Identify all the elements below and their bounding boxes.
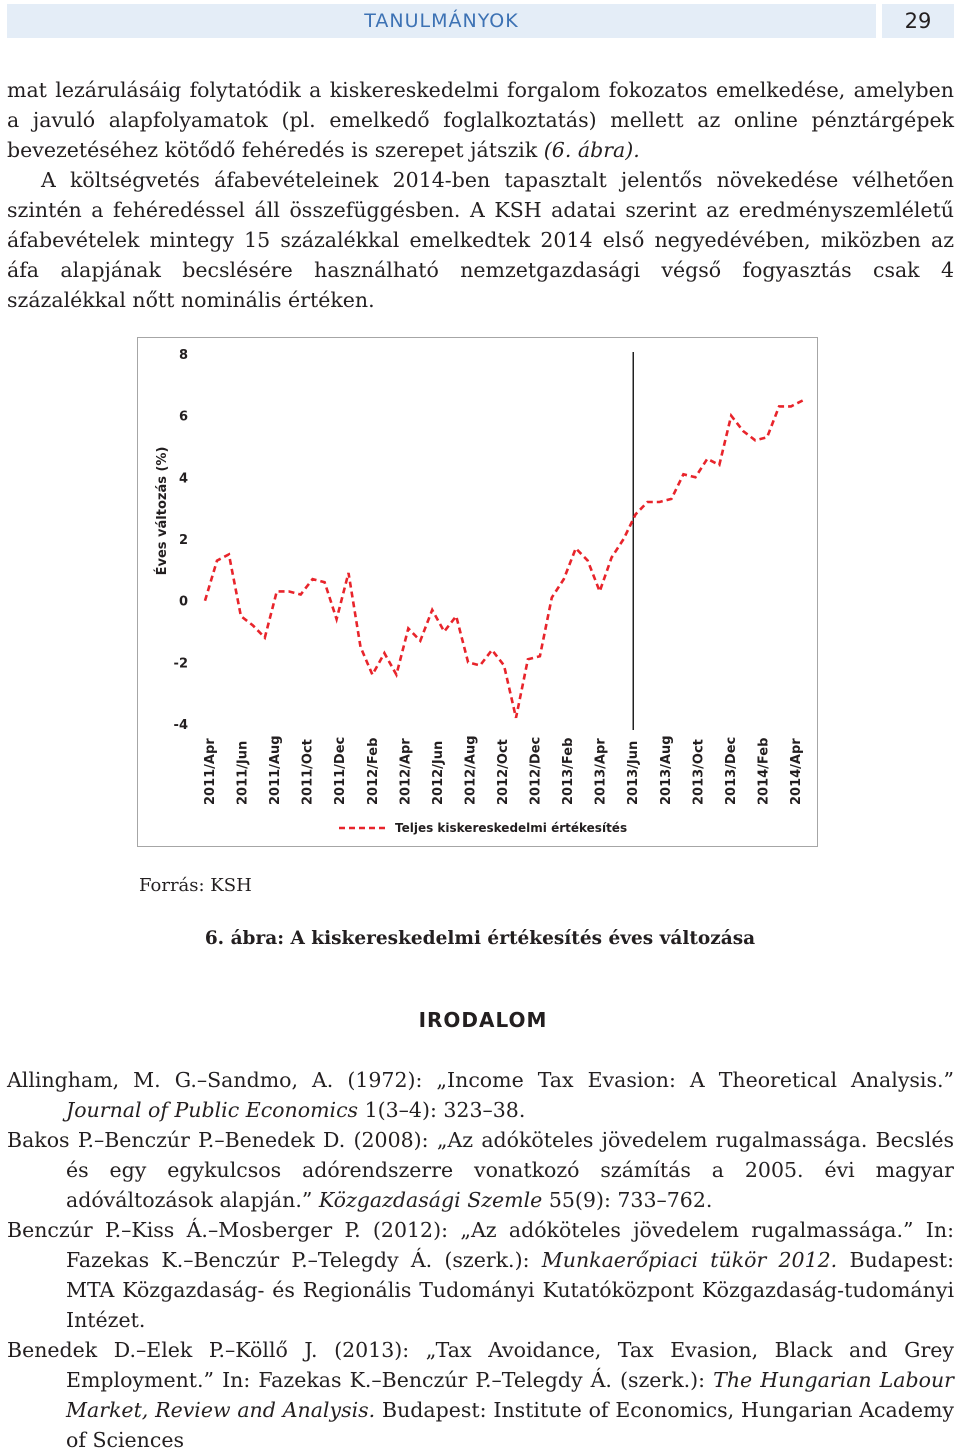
reference-text: Allingham, M. G.–Sandmo, A. (1972): „Income Tax Evasion: A Theoretical Analysis.” [7,1068,954,1092]
reference-text: Benedek D.–Elek P.–Köllő J. (2013): „Tax Avoidance, Tax Evasion, Black and Grey Employment.” In: Fazekas K.–Benczúr P.–Telegdy Á. (szerk.): [7,1338,954,1392]
reference-journal: The Hungarian Labour Market, Review and Analysis. [66,1368,954,1422]
y-axis-ticks [174,348,188,733]
y-tick-label: -2 [173,656,188,672]
x-tick-label: 2011/Aug [268,735,284,805]
x-tick-label: 2012/Dec [528,736,544,805]
x-tick-label: 2013/Dec [723,736,739,805]
reference-journal: Munkaerőpiaci tükör 2012. [541,1248,838,1272]
figure-reference: (6. ábra). [543,138,640,162]
reference-journal: Journal of Public Economics [66,1098,359,1122]
x-tick-label: 2011/Apr [203,738,218,805]
x-tick-label: 2011/Dec [333,736,349,805]
x-tick-label: 2012/Jun [430,740,446,805]
x-tick-label: 2013/Feb [561,737,577,805]
section-label: TANULMÁNYOK [364,10,519,32]
figure-source: Forrás: KSH [139,875,252,896]
y-tick-label: 8 [178,348,188,363]
x-tick-label: 2012/Oct [496,739,511,805]
y-axis-label: Éves változás (%) [155,446,170,576]
x-tick-label: 2012/Aug [463,735,479,805]
x-tick-label: 2012/Apr [398,738,414,805]
paragraph-1-text: mat lezárulásáig folytatódik a kiskereskedelmi forgalom fokozatos emelkedése, amelyben a javuló alapfolyamatok (pl. emelkedő foglalkoztatás) mellett az online pénztárgépek bevezetéséhez kötődő fehéredés is szerepet játszik [7,78,954,162]
reference-item [7,1065,954,1125]
paragraph-1 [7,75,954,165]
reference-list [7,1065,954,1455]
running-header-section [7,4,876,38]
y-tick-label: 4 [178,471,188,487]
reference-item [7,1125,954,1215]
body-text [7,75,954,315]
paragraph-2: A költségvetés áfabevételeinek 2014-ben tapasztalt jelentős növekedése vélhetően szintén a fehéredéssel áll összefüggésben. A KSH adatai szerint az eredményszemléletű áfabevételek mintegy 15 százalékkal emelkedtek 2014 első negyedévében, miközben az áfa alapjának becslésére használható nemzetgazdasági végső fogyasztás csak 4 százalékkal nőtt nominális értéken. [7,168,954,312]
x-tick-label: 2012/Feb [365,737,381,805]
figure-caption: 6. ábra: A kiskereskedelmi értékesítés éves változása [204,928,756,949]
x-tick-label: 2014/Apr [789,738,804,805]
x-tick-label: 2013/Oct [691,739,707,805]
reference-item [7,1335,954,1455]
x-tick-label: 2011/Jun [235,740,251,805]
x-tick-label: 2013/Jun [626,740,642,805]
y-tick-label: 0 [178,594,188,610]
reference-journal: Közgazdasági Szemle [318,1188,543,1212]
legend-label: Teljes kiskereskedelmi értékesítés [395,821,628,835]
x-tick-label: 2013/Aug [658,735,674,805]
x-tick-label: 2011/Oct [300,739,316,805]
y-tick-label: 2 [178,533,188,548]
y-tick-label: 6 [178,409,188,425]
reference-text: Budapest: Institute of Economics, Hungarian Academy of Sciences [66,1398,955,1452]
series-line-teljes [205,400,803,718]
x-tick-label: 2014/Feb [756,737,772,805]
reference-text: Bakos P.–Benczúr P.–Benedek D. (2008): „Az adóköteles jövedelem rugalmassága. Becslés és egy egykulcsos adórendszerre vonatkozó számítás a 2005. évi magyar adóváltozások alapján.” [7,1128,954,1212]
reference-text: 1(3–4): 323–38. [358,1098,526,1122]
reference-text: 55(9): 733–762. [542,1188,713,1212]
running-header-page [882,4,954,38]
reference-text: Budapest: MTA Közgazdaság- és Regionális Tudományi Kutatóközpont Közgazdaság-tudományi Intézet. [66,1248,955,1332]
reference-text: Benczúr P.–Kiss Á.–Mosberger P. (2012): „Az adóköteles jövedelem rugalmassága.” In: Fazekas K.–Benczúr P.–Telegdy Á. (szerk.): [7,1218,954,1272]
x-tick-label: 2013/Apr [593,738,609,805]
x-axis-ticks [203,735,804,805]
chart-frame [137,337,818,847]
reference-item [7,1215,954,1335]
y-tick-label: -4 [173,718,188,733]
page-number: 29 [904,9,932,33]
line-chart [138,338,819,848]
section-title: IRODALOM [418,1008,548,1032]
